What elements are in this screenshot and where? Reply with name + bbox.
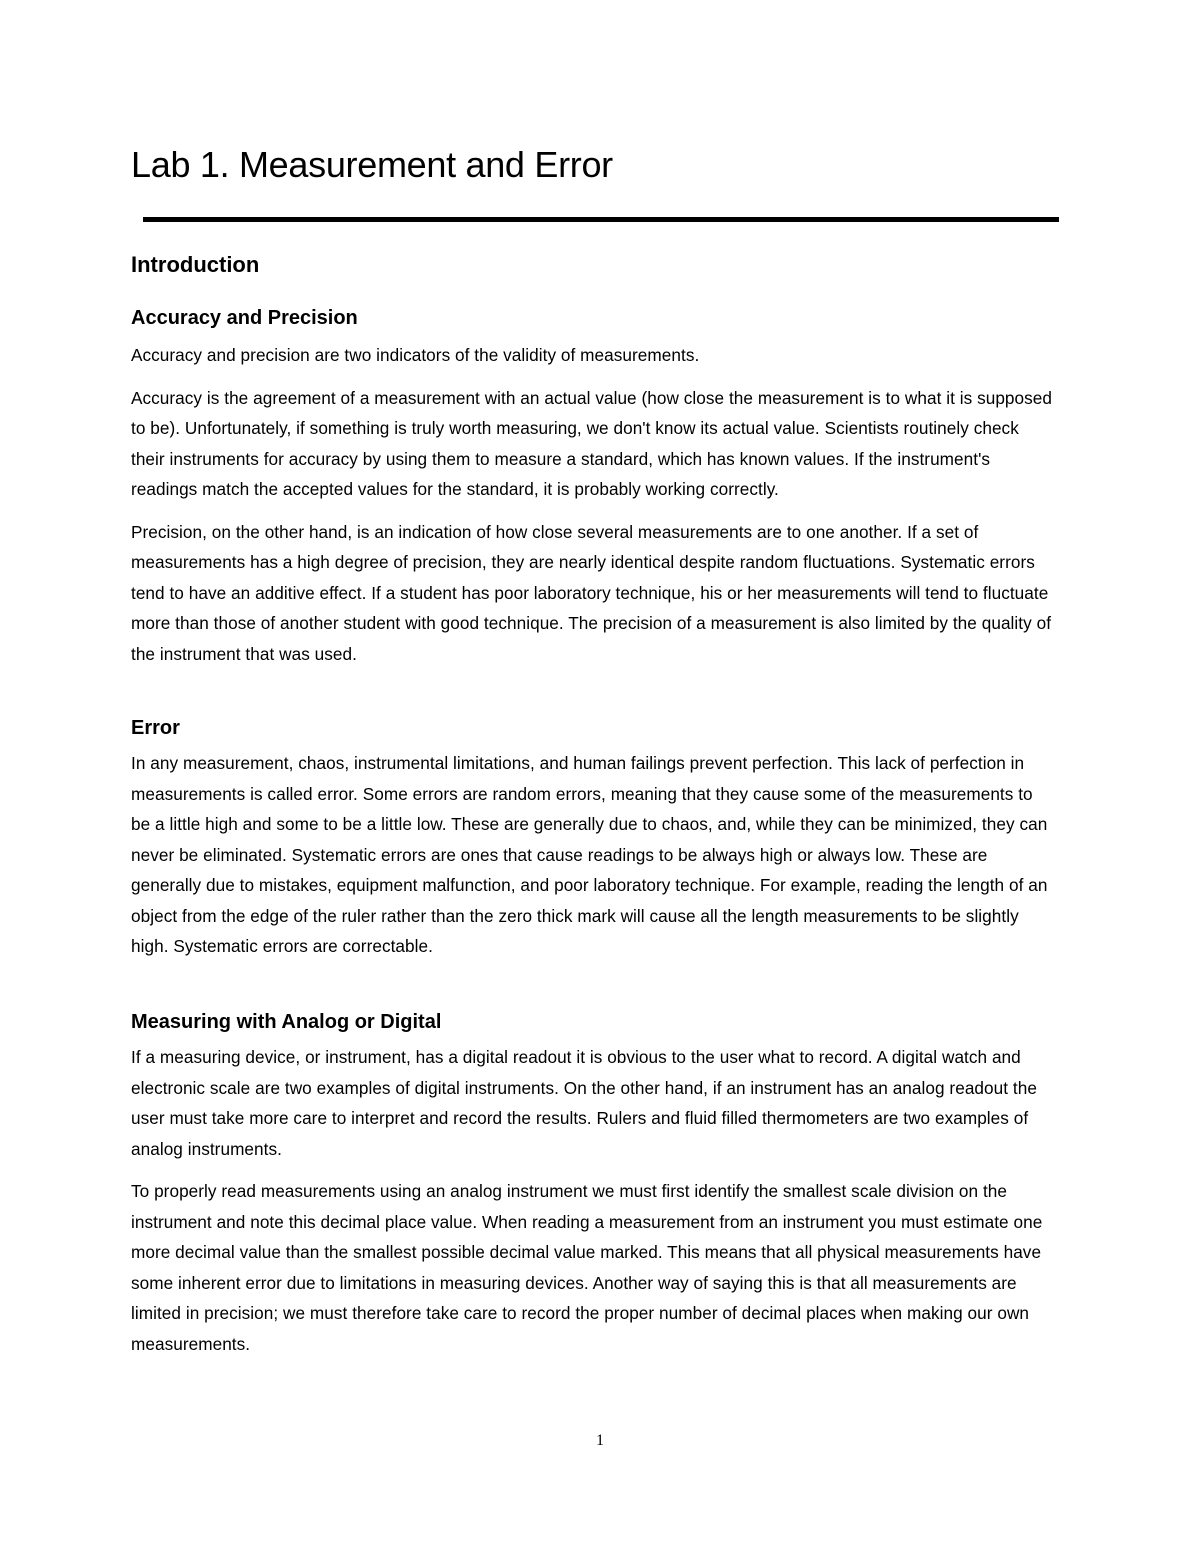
title-block <box>131 140 1061 190</box>
error-section <box>131 714 1056 962</box>
accuracy-precision-paragraph-1: Accuracy and precision are two indicators of the validity of measurements. <box>131 345 700 365</box>
error-paragraph-1: In any measurement, chaos, instrumental limitations, and human failings prevent perfection. This lack of perfection in measurements is called error. Some errors are random errors, meaning that they cause some of the measurements to be a little high and some to be a little low. These are generally due to chaos, and, while they can be minimized, they can never be eliminated. Systematic errors are ones that cause readings to be always high or always low. These are generally due to mistakes, equipment malfunction, and poor laboratory technique. For example, reading the length of an object from the edge of the ruler rather than the zero thick mark will cause all the length measurements to be slightly high. Systematic errors are correctable. <box>131 753 1048 956</box>
document-title: Lab 1. Measurement and Error <box>131 144 613 185</box>
analog-digital-paragraph-2: To properly read measurements using an analog instrument we must first identify the smallest scale division on the instrument and note this decimal place value. When reading a measurement from an instrument you must estimate one more decimal value than the smallest possible decimal value marked. This means that all physical measurements have some inherent error due to limitations in measuring devices. Another way of saying this is that all measurements are limited in precision; we must therefore take care to record the proper number of decimal places when making our own measurements. <box>131 1181 1043 1354</box>
page-number: 1 <box>596 1432 604 1449</box>
analog-digital-section <box>131 1008 1056 1359</box>
accuracy-precision-section <box>131 304 1056 669</box>
accuracy-precision-heading: Accuracy and Precision <box>131 307 358 329</box>
analog-digital-heading: Measuring with Analog or Digital <box>131 1011 442 1033</box>
accuracy-precision-paragraph-3: Precision, on the other hand, is an indication of how close several measurements are to one another. If a set of measurements has a high degree of precision, they are nearly identical despite random fluctuations. Systematic errors tend to have an additive effect. If a student has poor laboratory technique, his or her measurements will tend to fluctuate more than those of another student with good technique. The precision of a measurement is also limited by the quality of the instrument that was used. <box>131 521 1052 664</box>
accuracy-precision-paragraph-2: Accuracy is the agreement of a measurement with an actual value (how close the measurement is to what it is supposed to be). Unfortunately, if something is truly worth measuring, we don't know its actual value. Scientists routinely check their instruments for accuracy by using them to measure a standard, which has known values. If the instrument's readings match the accepted values for the standard, it is probably working correctly. <box>131 387 1053 499</box>
error-heading: Error <box>131 717 180 739</box>
title-divider <box>143 217 1059 222</box>
analog-digital-paragraph-1: If a measuring device, or instrument, has a digital readout it is obvious to the user what to record. A digital watch and electronic scale are two examples of digital instruments. On the other hand, if an instrument has an analog readout the user must take more care to interpret and record the results. Rulers and fluid filled thermometers are two examples of analog instruments. <box>131 1047 1037 1159</box>
introduction-heading: Introduction <box>131 252 260 277</box>
